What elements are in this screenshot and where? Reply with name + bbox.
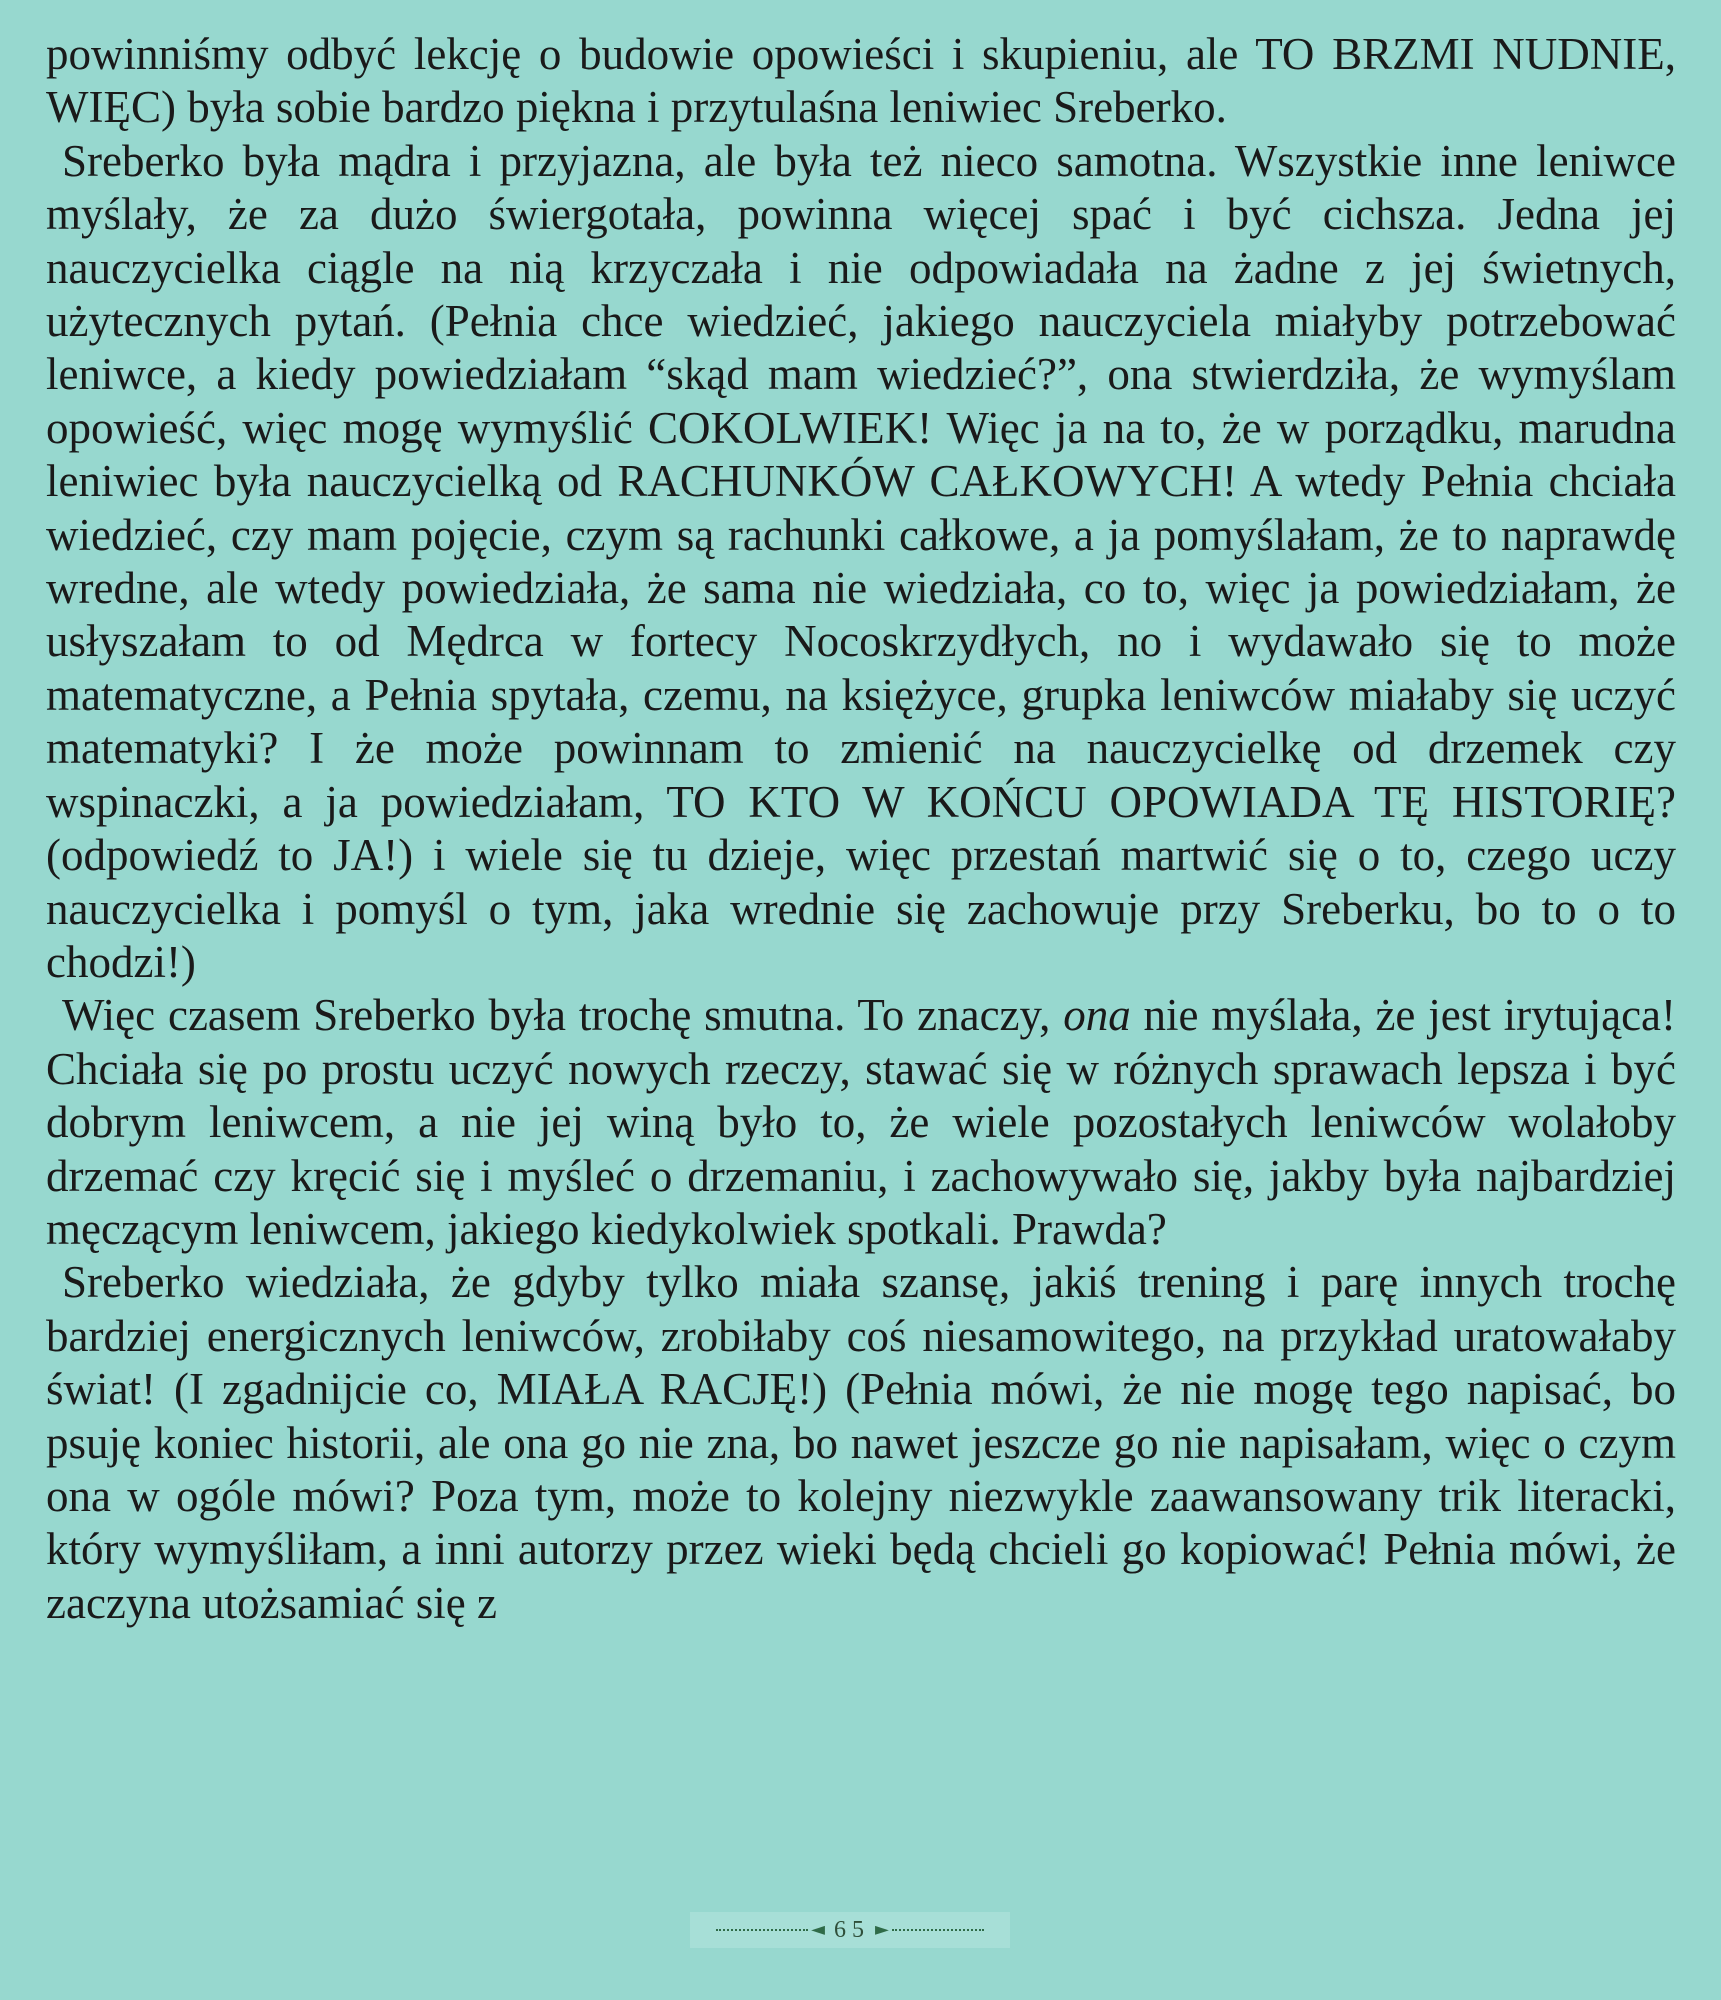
paragraph-3 xyxy=(46,989,1676,1256)
left-arrow-icon: ◄ xyxy=(811,1919,825,1940)
emphasis-ona: ona xyxy=(1063,990,1131,1041)
page-footer-ornament xyxy=(690,1912,1010,1948)
paragraph-4: Sreberko wiedziała, że gdyby tylko miała szansę, jakiś trening i parę innych trochę bardziej energicznych leniwców, zrobiłaby coś niesamowitego, na przykład uratowałaby świat! (I zgadnijcie co, MIAŁA RACJĘ!) (Pełnia mówi, że nie mogę tego napisać, bo psuję koniec historii, ale ona go nie zna, bo nawet jeszcze go nie napisałam, więc o czym ona w ogóle mówi? Poza tym, może to kolejny niezwykle zaawansowany trik literacki, który wymyśliłam, a inni autorzy przez wieki będą chcieli go kopiować! Pełnia mówi, że zaczyna utożsamiać się z xyxy=(46,1257,1676,1628)
paragraph-3-start: Więc czasem Sreberko była trochę smutna. To znaczy, xyxy=(62,990,1064,1041)
paragraph-1: powinniśmy odbyć lekcję o budowie opowieści i skupieniu, ale TO BRZMI NUDNIE, WIĘC) była sobie bardzo piękna i przytulaśna leniwiec Sreberko. xyxy=(46,29,1676,133)
paragraph-2: Sreberko była mądra i przyjazna, ale była też nieco samotna. Wszystkie inne leniwce myślały, że za dużo świergotała, powinna więcej spać i być cichsza. Jedna jej nauczycielka ciągle na nią krzyczała i nie odpowiadała na żadne z jej świetnych, użytecznych pytań. (Pełnia chce wiedzieć, jakiego nauczyciela miałyby potrzebować leniwce, a kiedy powiedziałam “skąd mam wiedzieć?”, ona stwierdziła, że wymyślam opowieść, więc mogę wymyślić COKOLWIEK! Więc ja na to, że w porządku, marudna leniwiec była nauczycielką od RACHUNKÓW CAŁKOWYCH! A wtedy Pełnia chciała wiedzieć, czy mam pojęcie, czym są rachunki całkowe, a ja pomyślałam, że to naprawdę wredne, ale wtedy powiedziała, że sama nie wiedziała, co to, więc ja powiedziałam, że usłyszałam to od Mędrca w fortecy Nocoskrzydłych, no i wydawało się to może matematyczne, a Pełnia spytała, czemu, na księżyce, grupka leniwców miałaby się uczyć matematyki? I że może powinnam to zmienić na nauczycielkę od drzemek czy wspinaczki, a ja powiedziałam, TO KTO W KOŃCU OPOWIADA TĘ HISTORIĘ? (odpowiedź to JA!) i wiele się tu dzieje, więc przestań martwić się o to, czego uczy nauczycielka i pomyśl o tym, jaka wrednie się zachowuje przy Sreberku, bo to o to chodzi!) xyxy=(46,135,1676,987)
right-dotted-rule xyxy=(892,1929,984,1931)
page-number: 65 xyxy=(834,1916,870,1943)
left-dotted-rule xyxy=(716,1929,808,1931)
right-arrow-icon: ► xyxy=(875,1919,889,1940)
paragraph-3-end: nie myślała, że jest irytująca! Chciała się po prostu uczyć nowych rzeczy, stawać się w różnych sprawach lepsza i być dobrym leniwcem, a nie jej winą było to, że wiele pozostałych leniwców wolałoby drzemać czy kręcić się i myśleć o drzemaniu, i zachowywało się, jakby była najbardziej męczącym leniwcem, jakiego kiedykolwiek spotkali. Prawda? xyxy=(46,990,1676,1254)
page-body xyxy=(46,28,1676,1630)
